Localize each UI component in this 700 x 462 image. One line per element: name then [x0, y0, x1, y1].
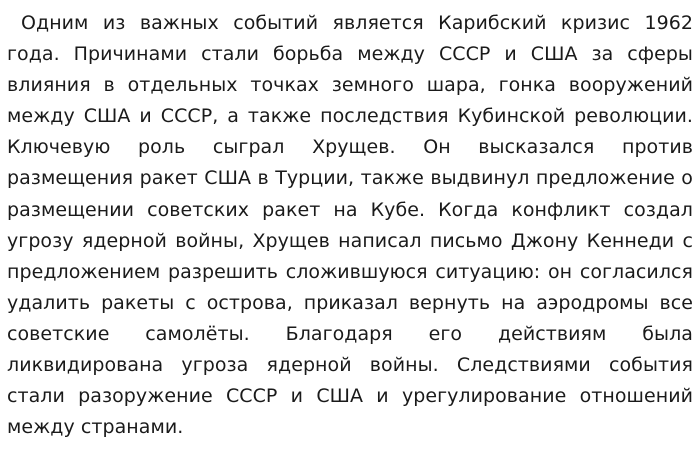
body-paragraph: Одним из важных событий является Карибский кризис 1962 года. Причинами стали борьба между СССР и США за сферы влияния в отдельных точках земного шара, гонка вооружений между США и СССР, а также последствия Кубинской революции. Ключевую роль сыграл Хрущев. Он высказался против размещения ракет США в Турции, также выдвинул предложение о размещении советских ракет на Кубе. Когда конфликт создал угрозу ядерной войны, Хрущев написал письмо Джону Кеннеди с предложением разрешить сложившуюся ситуацию: он согласился удалить ракеты с острова, приказал вернуть на аэродромы все советские самолёты. Благодаря его действиям была ликвидирована угроза ядерной войны. Следствиями события стали разоружение СССР и США и урегулирование отношений между странами. [7, 12, 693, 439]
document-page [7, 8, 693, 443]
